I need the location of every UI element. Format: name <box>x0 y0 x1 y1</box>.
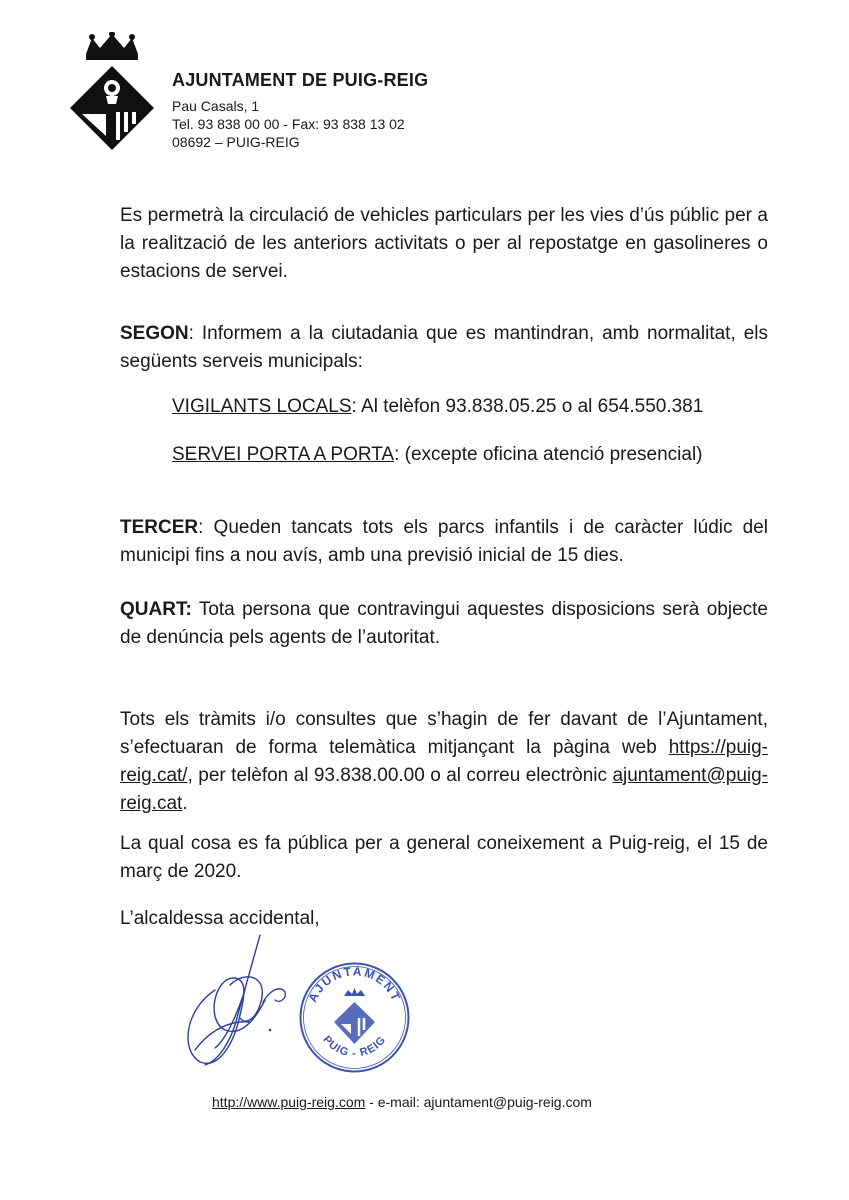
tramits-text-2: , per telèfon al 93.838.00.00 o al correu electrònic <box>187 765 613 786</box>
official-seal-stamp <box>297 960 412 1075</box>
municipal-crest-logo <box>62 32 162 154</box>
stamp-top-text: AJUNTAMENT <box>305 964 404 1005</box>
paragraph-tramits <box>120 706 768 818</box>
porta-text: : (excepte oficina atenció presencial) <box>394 444 703 465</box>
quart-text: Tota persona que contravingui aquestes disposicions serà objecte de denúncia pels agents de l’autoritat. <box>120 599 768 648</box>
quart-label: QUART: <box>120 599 192 620</box>
paragraph-segon <box>120 320 768 376</box>
letterhead <box>172 70 428 151</box>
item-porta-a-porta <box>172 443 768 467</box>
handwritten-signature <box>175 930 305 1070</box>
vigilants-text: : Al telèfon 93.838.05.25 o al 654.550.381 <box>351 396 704 417</box>
tercer-label: TERCER <box>120 517 199 538</box>
paragraph-closing: La qual cosa es fa pública per a general coneixement a Puig-reig, el 15 de març de 2020. <box>120 833 768 882</box>
paragraph-circulation: Es permetrà la circulació de vehicles particulars per les vies d’ús públic per a la realització de les anteriors activitats o per al repostatge en gasolineres o estacions de servei. <box>120 205 768 282</box>
tramits-web-link[interactable]: https://puig-reig.cat/ <box>120 737 768 786</box>
vigilants-label: VIGILANTS LOCALS <box>172 396 352 417</box>
stamp-bottom-text: PUIG - REIG <box>320 1033 389 1060</box>
footer <box>212 1094 592 1110</box>
svg-text:AJUNTAMENT <box>305 964 403 1004</box>
tramits-text-1: Tots els tràmits i/o consultes que s’hagin de fer davant de l’Ajuntament, s’efectuaran de forma telemàtica mitjançant la pàgina web <box>120 709 768 758</box>
item-vigilants <box>172 395 768 419</box>
org-address: Pau Casals, 1 <box>172 98 260 114</box>
org-phone-fax: Tel. 93 838 00 00 - Fax: 93 838 13 02 <box>172 116 405 132</box>
paragraph-tercer <box>120 514 768 570</box>
porta-label: SERVEI PORTA A PORTA <box>172 444 395 465</box>
signatory-title: L’alcaldessa accidental, <box>120 908 320 929</box>
footer-website-link[interactable]: http://www.puig-reig.com <box>212 1094 366 1110</box>
paragraph-quart <box>120 596 768 652</box>
org-name: AJUNTAMENT DE PUIG-REIG <box>172 70 429 90</box>
tramits-text-3: . <box>182 793 188 814</box>
footer-separator: - e-mail: <box>365 1094 424 1110</box>
org-postal: 08692 – PUIG-REIG <box>172 134 300 150</box>
segon-text: : Informem a la ciutadania que es mantindran, amb normalitat, els següents serveis municipals: <box>120 323 768 372</box>
footer-email[interactable]: ajuntament@puig-reig.com <box>423 1094 592 1110</box>
tramits-email-link[interactable]: ajuntament@puig-reig.cat <box>120 765 768 814</box>
segon-label: SEGON <box>120 323 189 344</box>
tercer-text: : Queden tancats tots els parcs infantils i de caràcter lúdic del municipi fins a nou avís, amb una previsió inicial de 15 dies. <box>120 517 768 566</box>
